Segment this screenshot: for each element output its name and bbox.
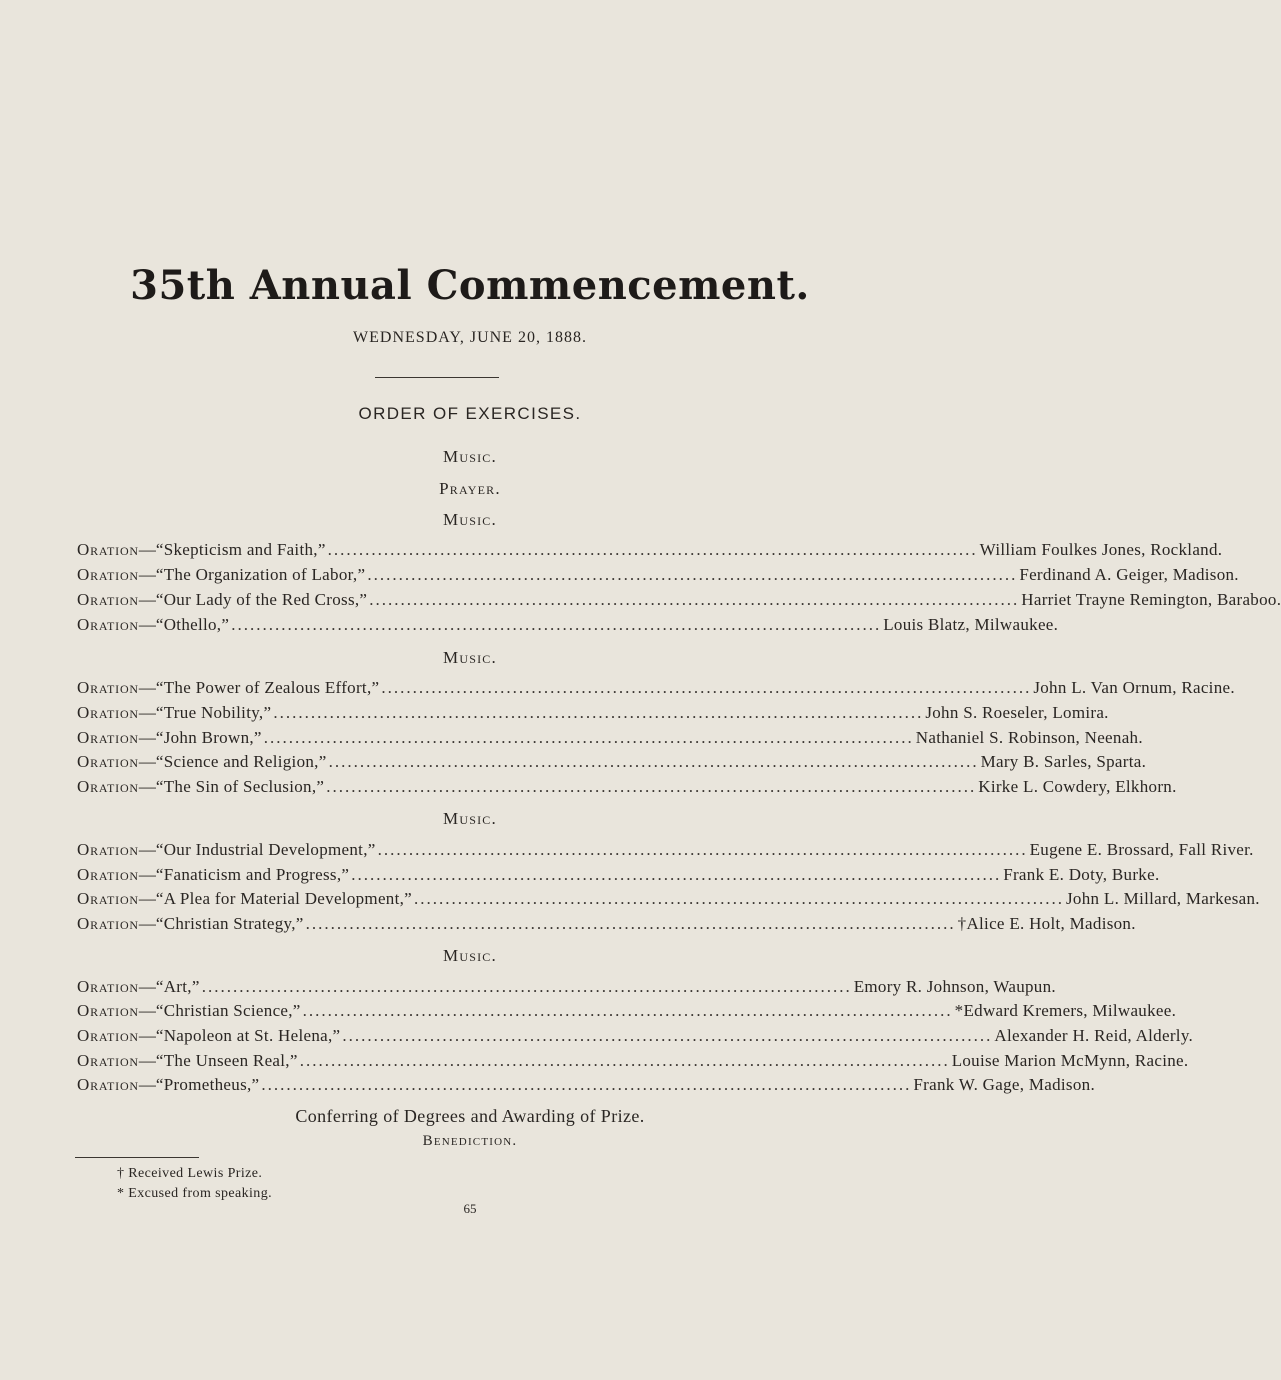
dot-leader: ........................................................................................................ bbox=[263, 728, 914, 747]
oration-speaker: William Foulkes Jones, Rockland. bbox=[979, 540, 1223, 559]
oration-speaker: Kirke L. Cowdery, Elkhorn. bbox=[978, 777, 1177, 796]
oration-row: Oration — “The Organization of Labor,” ........................................................................................................ Ferdinand A. Geiger, Madison. bbox=[77, 565, 1239, 584]
dot-leader: ........................................................................................................ bbox=[305, 914, 956, 933]
oration-title: “Christian Strategy,” bbox=[155, 914, 304, 933]
dot-leader: ........................................................................................................ bbox=[414, 889, 1065, 908]
oration-title: “Our Lady of the Red Cross,” bbox=[155, 590, 368, 609]
oration-row: Oration — “Skepticism and Faith,” ........................................................................................................ William Foulkes Jones, Rockland. bbox=[77, 540, 1223, 559]
oration-label: Oration bbox=[77, 703, 139, 722]
oration-title: “Art,” bbox=[155, 977, 200, 996]
footnote-prize: † Received Lewis Prize. bbox=[117, 1166, 263, 1181]
benediction: Benediction. bbox=[422, 1133, 518, 1149]
oration-label: Oration bbox=[77, 752, 139, 771]
oration-row: Oration — “The Sin of Seclusion,” ........................................................................................................ Kirke L. Cowdery, Elkhorn. bbox=[77, 777, 1177, 796]
oration-speaker: *Edward Kremers, Milwaukee. bbox=[954, 1001, 1177, 1020]
oration-row: Oration — “John Brown,” ........................................................................................................ Nathaniel S. Robinson, Neenah. bbox=[77, 728, 1143, 747]
dot-leader: ........................................................................................................ bbox=[327, 540, 978, 559]
dot-leader: ........................................................................................................ bbox=[273, 703, 924, 722]
oration-title: “Science and Religion,” bbox=[155, 752, 327, 771]
oration-speaker: Mary B. Sarles, Sparta. bbox=[980, 752, 1147, 771]
oration-speaker: John S. Roeseler, Lomira. bbox=[925, 703, 1109, 722]
oration-row: Oration — “Napoleon at St. Helena,” ........................................................................................................ Alexander H. Reid, Alderly. bbox=[77, 1026, 1194, 1045]
oration-row: Oration — “Christian Science,” ........................................................................................................ *Edward Kremers, Milwaukee. bbox=[77, 1001, 1177, 1020]
oration-title: “Othello,” bbox=[155, 615, 230, 634]
oration-speaker: Nathaniel S. Robinson, Neenah. bbox=[915, 728, 1143, 747]
footnote-rule bbox=[75, 1157, 199, 1158]
section-heading: Music. bbox=[443, 648, 497, 667]
oration-speaker: Ferdinand A. Geiger, Madison. bbox=[1019, 565, 1239, 584]
dot-leader: ........................................................................................................ bbox=[342, 1026, 993, 1045]
page-title: 35th Annual Commencement. bbox=[130, 262, 810, 309]
oration-title: “A Plea for Material Development,” bbox=[155, 889, 413, 908]
dot-leader: ........................................................................................................ bbox=[377, 840, 1028, 859]
dot-leader: ........................................................................................................ bbox=[201, 977, 852, 996]
oration-speaker: Louis Blatz, Milwaukee. bbox=[883, 615, 1059, 634]
section-heading: Music. bbox=[443, 809, 497, 828]
section-heading: Music. bbox=[443, 946, 497, 965]
dot-leader: ........................................................................................................ bbox=[369, 590, 1020, 609]
oration-label: Oration bbox=[77, 865, 139, 884]
divider-rule bbox=[375, 377, 499, 378]
dot-leader: ........................................................................................................ bbox=[302, 1001, 953, 1020]
event-date: WEDNESDAY, JUNE 20, 1888. bbox=[353, 329, 587, 346]
oration-label: Oration bbox=[77, 1075, 139, 1094]
oration-title: “Napoleon at St. Helena,” bbox=[155, 1026, 341, 1045]
oration-title: “Prometheus,” bbox=[155, 1075, 260, 1094]
page-number: 65 bbox=[463, 1201, 477, 1216]
dot-leader: ........................................................................................................ bbox=[231, 615, 882, 634]
section-heading: Music. bbox=[443, 447, 497, 466]
dot-leader: ........................................................................................................ bbox=[261, 1075, 912, 1094]
oration-row: Oration — “Fanaticism and Progress,” ........................................................................................................ Frank E. Doty, Burke. bbox=[77, 865, 1160, 884]
oration-speaker: †Alice E. Holt, Madison. bbox=[957, 914, 1136, 933]
section-heading: Music. bbox=[443, 510, 497, 529]
oration-row: Oration — “Othello,” ........................................................................................................ Louis Blatz, Milwaukee. bbox=[77, 615, 1059, 634]
oration-label: Oration bbox=[77, 540, 139, 559]
oration-row: Oration — “Art,” ........................................................................................................ Emory R. Johnson, Waupun. bbox=[77, 977, 1056, 996]
footnote-excused: * Excused from speaking. bbox=[117, 1186, 273, 1201]
oration-speaker: Louise Marion McMynn, Racine. bbox=[951, 1051, 1189, 1070]
section-heading: Prayer. bbox=[439, 479, 501, 498]
oration-label: Oration bbox=[77, 1026, 139, 1045]
oration-label: Oration bbox=[77, 590, 139, 609]
oration-speaker: Eugene E. Brossard, Fall River. bbox=[1029, 840, 1254, 859]
oration-speaker: Alexander H. Reid, Alderly. bbox=[994, 1026, 1194, 1045]
oration-label: Oration bbox=[77, 565, 139, 584]
oration-title: “Skepticism and Faith,” bbox=[155, 540, 326, 559]
oration-label: Oration bbox=[77, 678, 139, 697]
oration-row: Oration — “Science and Religion,” ........................................................................................................ Mary B. Sarles, Sparta. bbox=[77, 752, 1147, 771]
oration-label: Oration bbox=[77, 840, 139, 859]
oration-title: “The Unseen Real,” bbox=[155, 1051, 298, 1070]
order-heading: ORDER OF EXERCISES. bbox=[358, 404, 582, 423]
oration-label: Oration bbox=[77, 914, 139, 933]
oration-title: “John Brown,” bbox=[155, 728, 262, 747]
oration-row: Oration — “Our Industrial Development,” ........................................................................................................ Eugene E. Brossard, Fall River. bbox=[77, 840, 1254, 859]
dot-leader: ........................................................................................................ bbox=[326, 777, 977, 796]
oration-row: Oration — “Our Lady of the Red Cross,” ........................................................................................................ Harriet Trayne Remington, Baraboo. bbox=[77, 590, 1281, 609]
oration-speaker: John L. Van Ornum, Racine. bbox=[1033, 678, 1235, 697]
oration-label: Oration bbox=[77, 977, 139, 996]
oration-speaker: Emory R. Johnson, Waupun. bbox=[853, 977, 1056, 996]
oration-title: “True Nobility,” bbox=[155, 703, 272, 722]
oration-title: “Fanaticism and Progress,” bbox=[155, 865, 350, 884]
dot-leader: ........................................................................................................ bbox=[328, 752, 979, 771]
oration-title: “The Sin of Seclusion,” bbox=[155, 777, 325, 796]
oration-title: “Our Industrial Development,” bbox=[155, 840, 376, 859]
oration-speaker: Harriet Trayne Remington, Baraboo. bbox=[1021, 590, 1281, 609]
oration-label: Oration bbox=[77, 889, 139, 908]
oration-title: “The Power of Zealous Effort,” bbox=[155, 678, 380, 697]
oration-row: Oration — “Christian Strategy,” ........................................................................................................ †Alice E. Holt, Madison. bbox=[77, 914, 1136, 933]
oration-label: Oration bbox=[77, 1051, 139, 1070]
oration-speaker: John L. Millard, Markesan. bbox=[1066, 889, 1260, 908]
conferring-line: Conferring of Degrees and Awarding of Prize. bbox=[295, 1106, 645, 1126]
oration-label: Oration bbox=[77, 777, 139, 796]
dot-leader: ........................................................................................................ bbox=[351, 865, 1002, 884]
oration-title: “The Organization of Labor,” bbox=[155, 565, 366, 584]
dot-leader: ........................................................................................................ bbox=[367, 565, 1018, 584]
oration-row: Oration — “The Unseen Real,” ........................................................................................................ Louise Marion McMynn, Racine. bbox=[77, 1051, 1189, 1070]
oration-title: “Christian Science,” bbox=[155, 1001, 301, 1020]
oration-speaker: Frank E. Doty, Burke. bbox=[1003, 865, 1160, 884]
oration-row: Oration — “The Power of Zealous Effort,” ........................................................................................................ John L. Van Ornum, Racine. bbox=[77, 678, 1235, 697]
dot-leader: ........................................................................................................ bbox=[381, 678, 1032, 697]
dot-leader: ........................................................................................................ bbox=[299, 1051, 950, 1070]
oration-speaker: Frank W. Gage, Madison. bbox=[913, 1075, 1095, 1094]
oration-row: Oration — “True Nobility,” ........................................................................................................ John S. Roeseler, Lomira. bbox=[77, 703, 1109, 722]
oration-label: Oration bbox=[77, 1001, 139, 1020]
oration-label: Oration bbox=[77, 728, 139, 747]
oration-row: Oration — “Prometheus,” ........................................................................................................ Frank W. Gage, Madison. bbox=[77, 1075, 1095, 1094]
oration-row: Oration — “A Plea for Material Development,” ........................................................................................................ John L. Millard, Markesan. bbox=[77, 889, 1260, 908]
oration-label: Oration bbox=[77, 615, 139, 634]
